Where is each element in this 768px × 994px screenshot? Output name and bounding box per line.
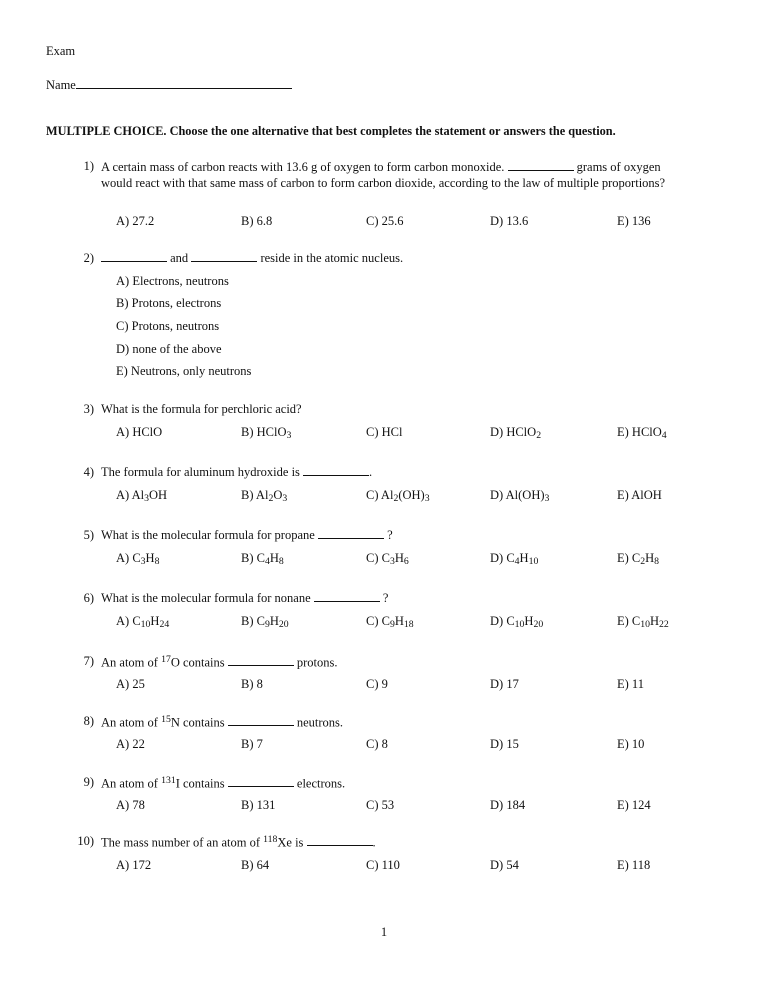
question-text-part: ? [387,528,393,542]
choice-c [366,488,430,504]
choice-subscript: 10 [640,619,651,631]
choice-subscript: 2 [536,430,542,442]
choice-e: E) 124 [617,798,651,812]
choice-a [116,614,169,630]
question-text [101,528,393,543]
choice-b: B) Protons, electrons [116,296,222,310]
choice-d: D) 13.6 [490,214,529,228]
choice-subscript: 3 [389,556,395,568]
choice-text: H [645,551,655,565]
choice-b: B) 6.8 [241,214,273,228]
choice-c: C) 25.6 [366,214,404,228]
choice-subscript: 10 [528,556,539,568]
question-text: What is the formula for perchloric acid? [101,402,302,416]
choice-subscript: 3 [282,493,288,505]
choice-d: D) 54 [490,858,519,872]
choice-d [490,425,541,441]
choice-subscript: 3 [544,493,550,505]
question-text-part: The mass number of an atom of [101,835,260,850]
question-text [101,591,388,606]
choice-subscript: 4 [661,430,667,442]
choice-b: B) 8 [241,677,263,691]
answer-blank [228,776,294,787]
question-number: 5) [83,528,94,542]
question-number: 10) [77,834,94,848]
choice-subscript: 8 [154,556,160,568]
choice-text: C) C [366,614,390,628]
choice-a: A) Electrons, neutrons [116,274,229,288]
exam-label: Exam [46,44,76,58]
choice-c [366,551,409,567]
choice-subscript: 4 [264,556,270,568]
name-label: Name [46,78,76,92]
answer-blank [318,528,384,539]
question-text-part: N contains [170,715,225,730]
choice-subscript: 18 [403,619,414,631]
mass-number-superscript: 15 [161,714,171,725]
question-text [101,465,372,480]
choice-a: A) 25 [116,677,145,691]
choice-e [617,551,659,567]
choice-a [116,551,159,567]
choice-subscript: 24 [159,619,170,631]
choice-d [490,551,538,567]
choice-text: D) C [490,551,515,565]
choice-text: C) HCl [366,425,403,439]
question-text [101,159,691,191]
question-number: 7) [83,654,94,668]
question-number: 9) [83,775,94,789]
choice-text: B) C [241,551,265,565]
choice-text: H [524,614,534,628]
question-number: 4) [83,465,94,479]
choice-subscript: 2 [393,493,399,505]
choice-subscript: 3 [140,556,146,568]
answer-blank [101,251,167,262]
choice-c: C) 9 [366,677,388,691]
choice-e: E) Neutrons, only neutrons [116,364,252,378]
choice-text: E) C [617,614,641,628]
name-field [46,77,292,93]
answer-blank [303,465,369,476]
choice-text: H [150,614,160,628]
question-text-part: What is the molecular formula for nonane [101,591,311,605]
choice-e: E) 118 [617,858,651,872]
choice-c: C) 8 [366,737,388,751]
choice-subscript: 10 [514,619,525,631]
question-number: 1) [83,159,94,173]
instructions: MULTIPLE CHOICE. Choose the one alternative that best completes the statement or answers the question. [46,124,616,138]
choice-subscript: 3 [286,430,292,442]
choice-a: A) 27.2 [116,214,155,228]
name-blank-line [76,77,292,89]
choice-subscript: 2 [268,493,274,505]
choice-text: B) HClO [241,425,287,439]
choice-b [241,425,291,441]
choice-a: A) 22 [116,737,145,751]
choice-text: C) C [366,551,390,565]
choice-text: H [269,614,279,628]
choice-e [617,488,662,503]
choice-subscript: 3 [424,493,430,505]
question-number: 8) [83,714,94,728]
question-number: 3) [83,402,94,416]
choice-text: O [273,488,283,502]
question-text-part: An atom of [101,655,158,670]
question-text-part: What is the molecular formula for propane [101,528,315,542]
choice-c [366,614,414,630]
choice-b [241,551,284,567]
page-number: 1 [380,925,388,939]
question-text-part: ? [382,591,389,605]
question-text-part: An atom of [101,776,158,791]
choice-text: E) C [617,551,641,565]
choice-subscript: 4 [514,556,520,568]
answer-blank [228,655,294,666]
choice-d: D) 15 [490,737,519,751]
choice-subscript: 8 [278,556,284,568]
choice-text: C) Al [366,488,394,502]
choice-text: A) C [116,551,141,565]
choice-text: H [145,551,155,565]
choice-text: A) HClO [116,425,163,439]
choice-text: A) Al [116,488,145,502]
choice-subscript: 22 [659,619,669,631]
question-text-part: and [170,251,189,265]
question-text [101,251,403,266]
choice-b: B) 64 [241,858,270,872]
question-text-part: Xe is [277,835,304,850]
choice-a [116,488,167,504]
question-text-part: . [372,835,376,850]
question-text-part: O contains [170,655,225,670]
choice-e [617,425,667,441]
choice-c: C) 110 [366,858,400,872]
question-text-part: protons. [296,655,338,670]
choice-b [241,614,289,630]
choice-text: D) HClO [490,425,537,439]
choice-text: A) C [116,614,141,628]
choice-text: H [519,551,529,565]
question-text [101,834,376,850]
choice-text: D) Al(OH) [490,488,545,502]
choice-text: H [650,614,660,628]
choice-b: B) 131 [241,798,276,812]
choice-text: H [394,614,404,628]
choice-e: E) 11 [617,677,644,691]
answer-blank [314,591,380,602]
choice-text: H [269,551,279,565]
choice-text: OH [149,488,168,502]
choice-a: A) 78 [116,798,145,812]
choice-e: E) 136 [617,214,651,228]
question-text-part: neutrons. [296,715,344,730]
question-text-part: electrons. [296,776,346,791]
choice-subscript: 10 [140,619,151,631]
question-text-part: An atom of [101,715,158,730]
choice-text: B) Al [241,488,269,502]
choice-a: A) 172 [116,858,152,872]
choice-d [490,614,543,630]
question-text-part: reside in the atomic nucleus. [260,251,404,265]
choice-text: B) C [241,614,265,628]
choice-subscript: 6 [403,556,409,568]
choice-d [490,488,549,504]
question-text-part: The formula for aluminum hydroxide is [101,465,300,479]
question-text [101,714,343,730]
choice-subscript: 8 [654,556,660,568]
mass-number-superscript: 131 [161,775,176,786]
choice-c [366,425,402,440]
choice-subscript: 3 [144,493,149,505]
question-text [101,654,338,670]
choice-d: D) 184 [490,798,526,812]
choice-text: (OH) [398,488,425,502]
choice-c: C) Protons, neutrons [116,319,220,333]
choice-subscript: 2 [640,556,646,568]
choice-e: E) 10 [617,737,645,751]
question-text-part: I contains [175,776,225,791]
choice-subscript: 20 [278,619,289,631]
choice-subscript: 20 [533,619,544,631]
question-text-part: grams of oxygen would react with that same mass of carbon to form carbon dioxide, according to the law of multiple proportions? [101,160,666,190]
question-number: 2) [83,251,94,265]
question-text-part: A certain mass of carbon reacts with 13.6 g of oxygen to form carbon monoxide. [101,160,505,174]
choice-text: H [394,551,404,565]
choice-text: D) C [490,614,515,628]
choice-subscript: 9 [389,619,395,631]
answer-blank [508,160,574,171]
choice-text: E) HClO [617,425,662,439]
mass-number-superscript: 118 [263,834,278,845]
question-text [101,775,345,791]
choice-text: E) AlOH [617,488,662,502]
choice-subscript: 9 [264,619,270,631]
answer-blank [228,715,294,726]
choice-a [116,425,162,440]
answer-blank [191,251,257,262]
choice-b: B) 7 [241,737,263,751]
mass-number-superscript: 17 [161,654,171,665]
question-text-part: . [369,465,373,479]
choice-b [241,488,287,504]
answer-blank [307,835,373,846]
choice-d: D) 17 [490,677,519,691]
choice-c: C) 53 [366,798,395,812]
question-number: 6) [83,591,94,605]
choice-d: D) none of the above [116,342,222,356]
choice-e [617,614,669,630]
